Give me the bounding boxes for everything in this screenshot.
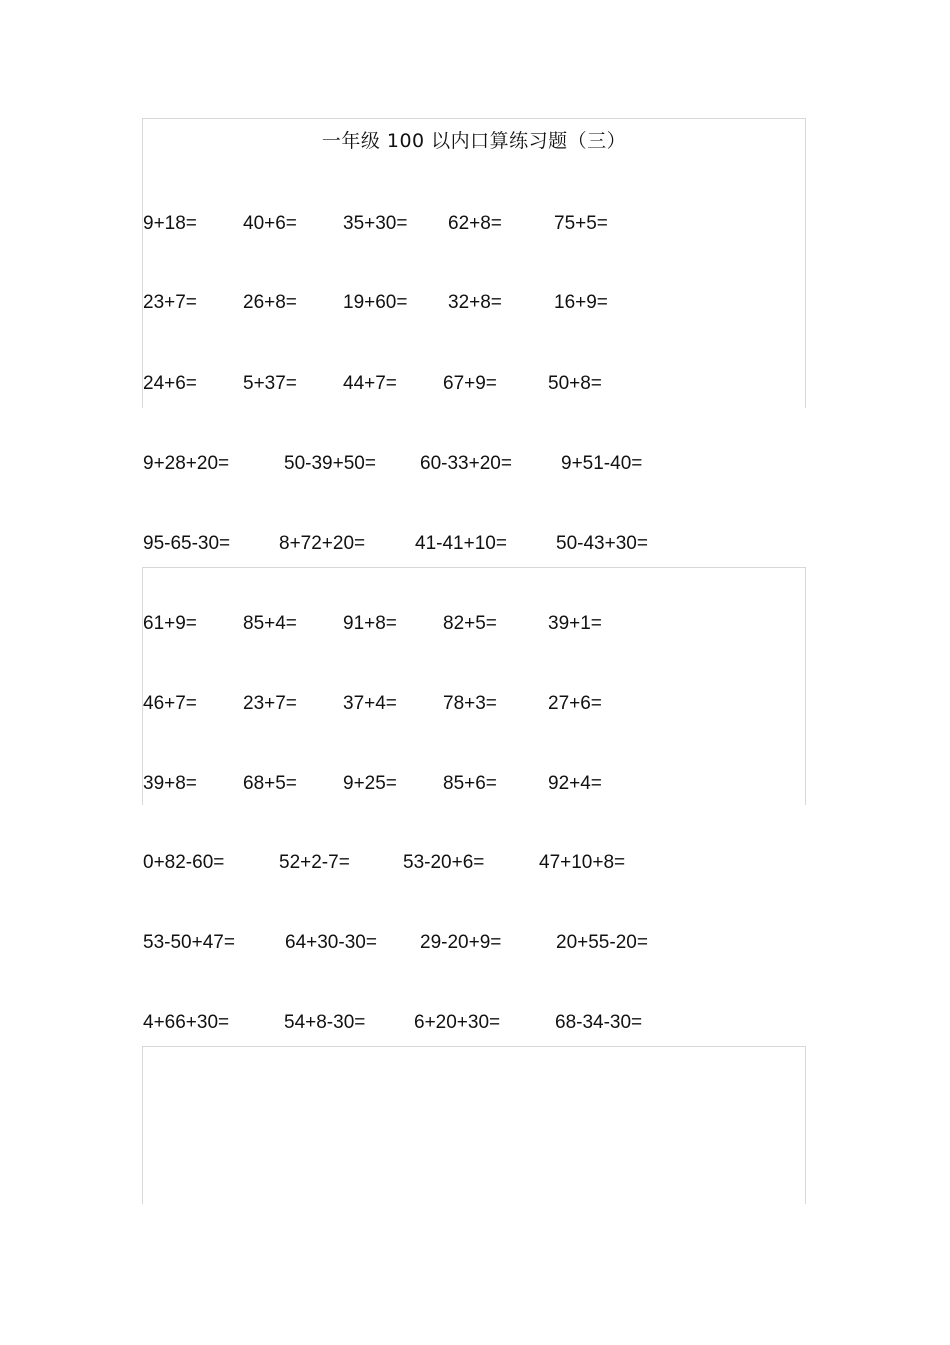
problem: 32+8= [448,292,502,313]
worksheet-frame-1 [142,118,806,408]
problem: 19+60= [343,292,408,313]
problem: 29-20+9= [420,932,502,953]
worksheet-frame-3 [142,1046,806,1204]
problem: 52+2-7= [279,852,350,873]
problem: 75+5= [554,213,608,234]
problem: 50-39+50= [284,453,376,474]
problem-row [0,211,950,237]
problem: 16+9= [554,292,608,313]
problem: 85+6= [443,773,497,794]
problem: 82+5= [443,613,497,634]
problem: 64+30-30= [285,932,377,953]
problem: 8+72+20= [279,533,366,554]
problem: 23+7= [143,292,197,313]
problem: 68-34-30= [555,1012,643,1033]
problem: 85+4= [243,613,297,634]
problem: 4+66+30= [143,1012,230,1033]
problem: 20+55-20= [556,932,648,953]
problem: 41-41+10= [415,533,507,554]
problem: 68+5= [243,773,297,794]
problem: 67+9= [443,373,497,394]
worksheet-title: 一年级 100 以内口算练习题（三） [321,130,627,152]
problem: 24+6= [143,373,197,394]
problem-row [0,930,950,956]
problem: 92+4= [548,773,602,794]
problem: 35+30= [343,213,408,234]
problem: 9+25= [343,773,397,794]
worksheet-frame-2 [142,567,806,805]
problem: 91+8= [343,613,397,634]
problem: 53-50+47= [143,932,235,953]
problem: 47+10+8= [539,852,626,873]
problem: 23+7= [243,693,297,714]
problem: 0+82-60= [143,852,225,873]
problem: 60-33+20= [420,453,512,474]
problem: 9+18= [143,213,197,234]
problem-row [0,691,950,717]
problem-row [0,771,950,797]
problem-row [0,611,950,637]
problem: 26+8= [243,292,297,313]
problem: 9+51-40= [561,453,643,474]
problem: 95-65-30= [143,533,231,554]
problem: 50-43+30= [556,533,648,554]
problem-row [0,850,950,876]
problem-row [0,290,950,316]
problem: 39+8= [143,773,197,794]
problem: 54+8-30= [284,1012,366,1033]
problem: 6+20+30= [414,1012,501,1033]
problem: 5+37= [243,373,297,394]
problem: 44+7= [343,373,397,394]
problem-row [0,371,950,397]
problem: 61+9= [143,613,197,634]
problem: 27+6= [548,693,602,714]
problem: 62+8= [448,213,502,234]
problem: 40+6= [243,213,297,234]
problem-row [0,531,950,557]
problem-row [0,451,950,477]
problem: 39+1= [548,613,602,634]
problem: 37+4= [343,693,397,714]
problem-row [0,1010,950,1036]
problem: 46+7= [143,693,197,714]
problem: 9+28+20= [143,453,230,474]
problem: 50+8= [548,373,602,394]
problem: 53-20+6= [403,852,485,873]
problem: 78+3= [443,693,497,714]
